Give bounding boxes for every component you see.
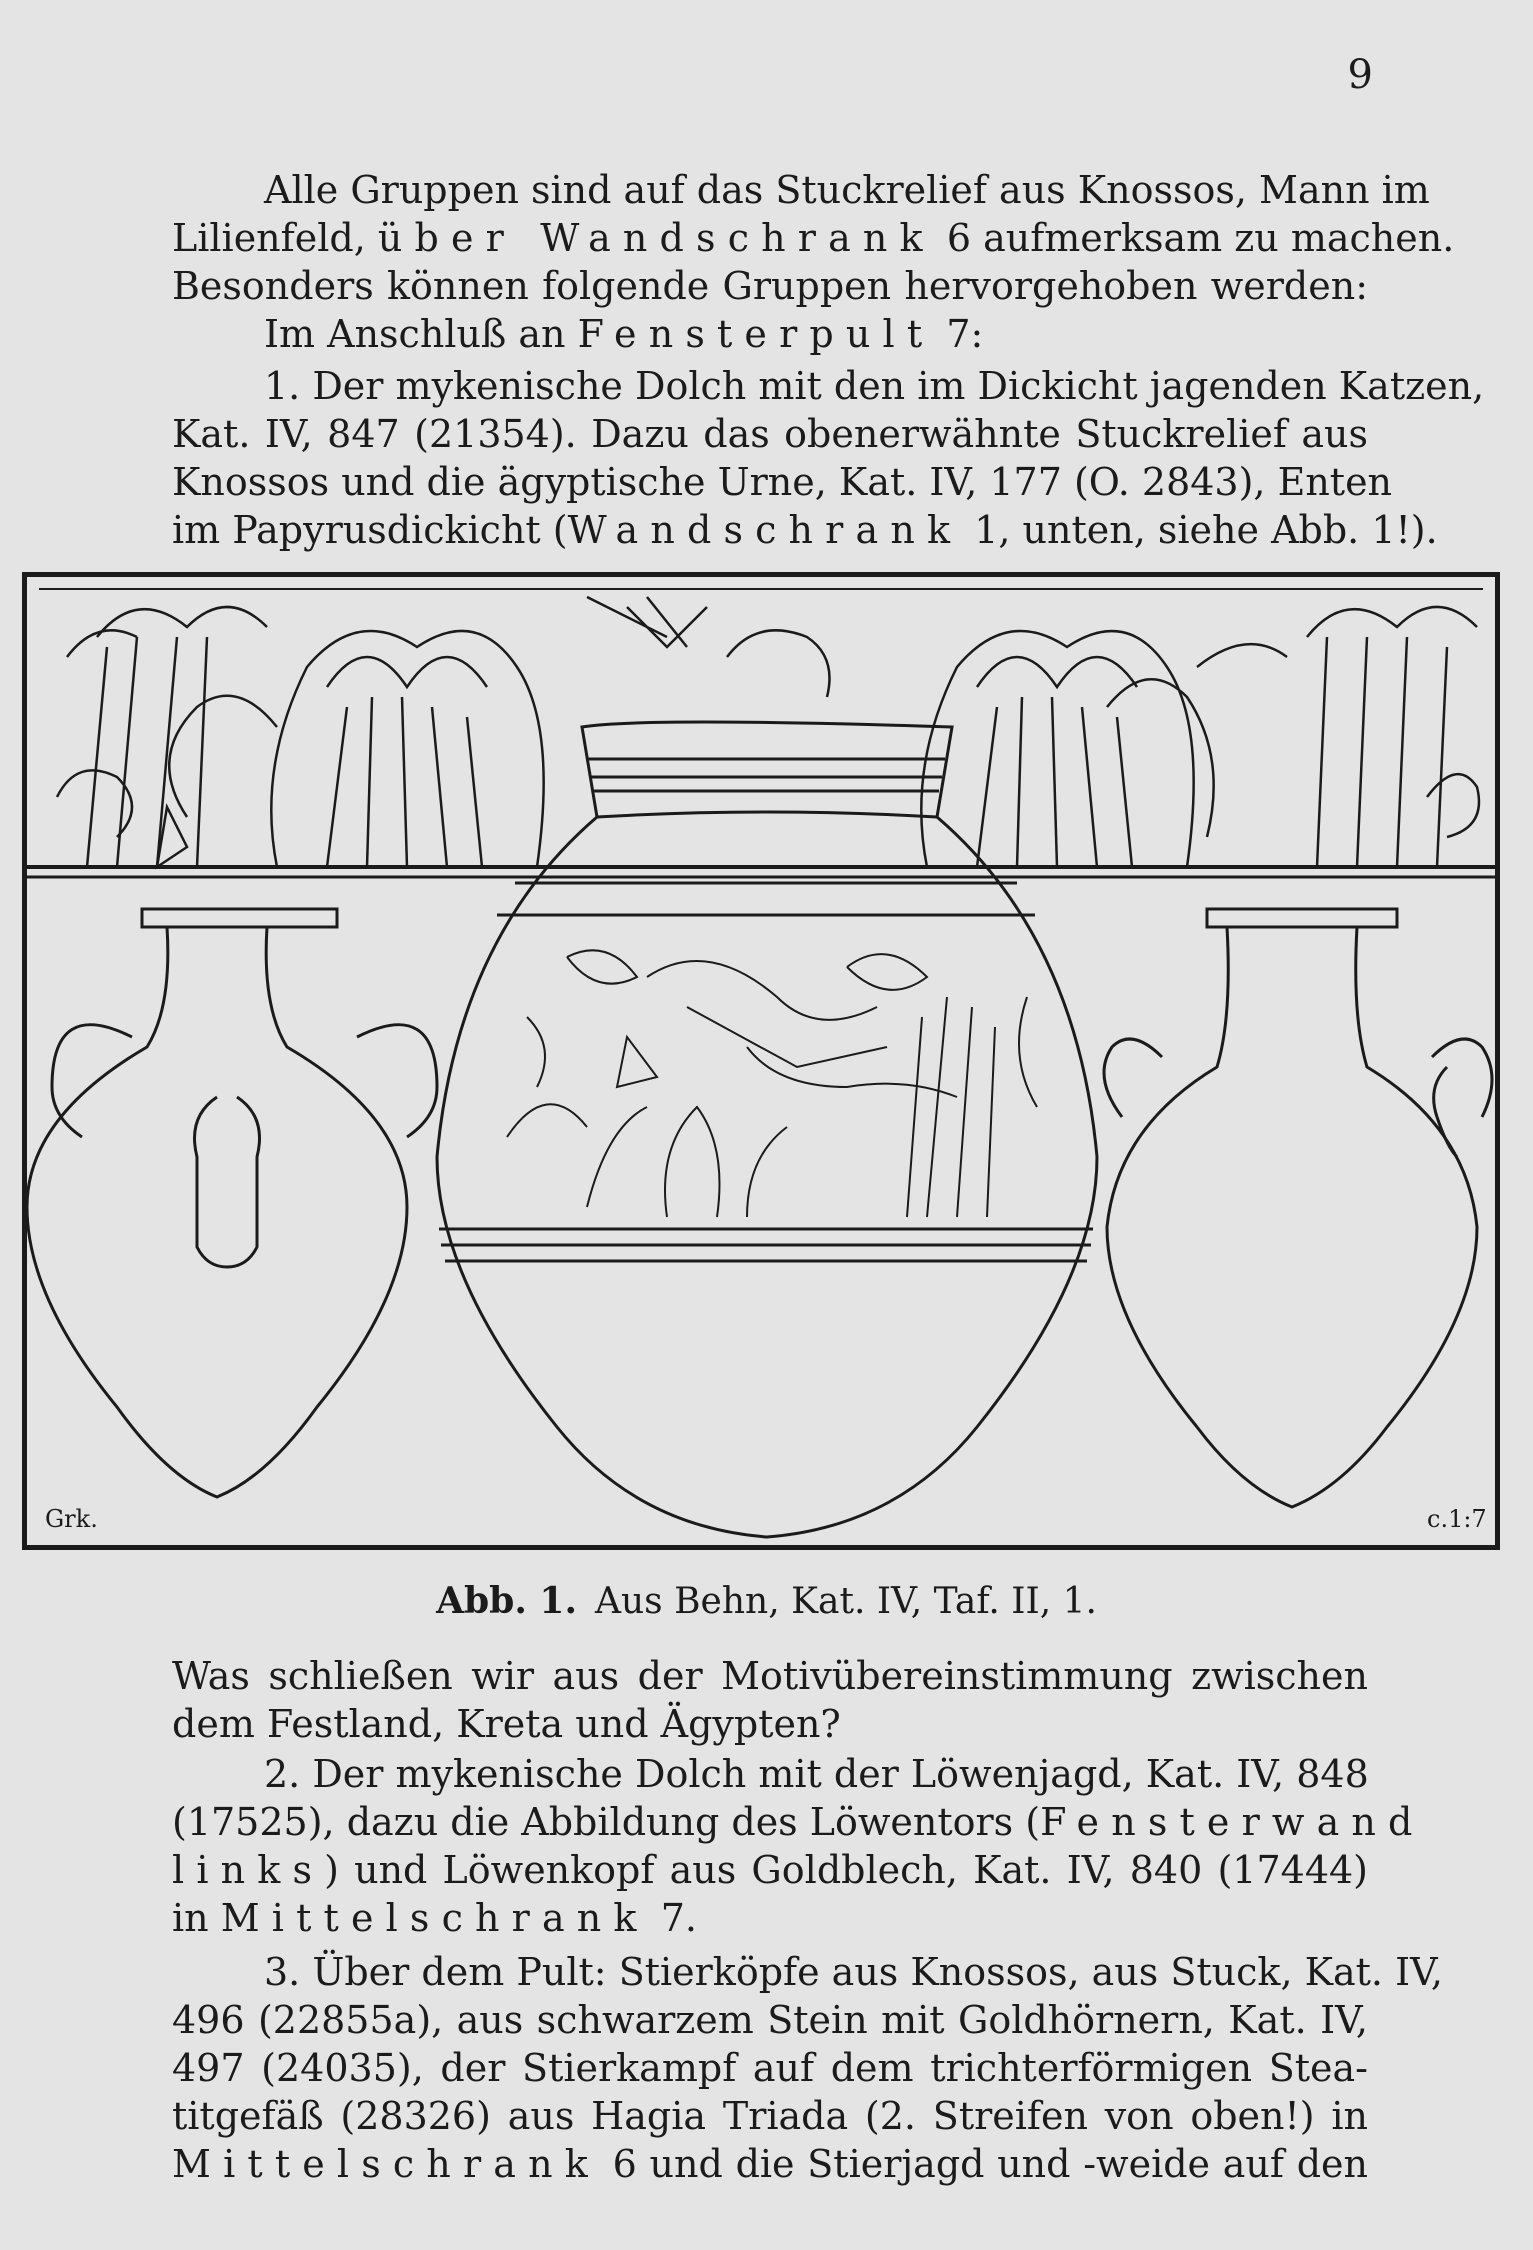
text-line: 1. Der mykenische Dolch mit den im Dickicht jagenden Katzen, [264,364,1485,408]
text-line: im Papyrusdickicht (Wandschrank 1, unten, siehe Abb. 1!). [172,508,1438,552]
text-line: dem Festland, Kreta und Ägypten? [172,1702,841,1746]
item-2 [172,1750,1425,1942]
right-amphora [1104,909,1492,1507]
left-amphora [27,909,437,1497]
text-line: 496 (22855a), aus schwarzem Stein mit Goldhörnern, Kat. IV, [172,1998,1368,2042]
question [172,1652,1368,1748]
figure-vases-illustration [22,572,1500,1550]
item-1 [172,362,1485,554]
scale-label: c.1:7 [1427,1505,1487,1533]
page-number: 9 [1347,52,1373,98]
text-line: Was schließen wir aus der Motivübereinstimmung zwischen [172,1654,1368,1698]
text-line: (17525), dazu die Abbildung des Löwentors (Fensterwand [172,1800,1425,1844]
text-line: Besonders können folgende Gruppen hervorgehoben werden: [172,264,1368,308]
text-line: Alle Gruppen sind auf das Stuckrelief aus Knossos, Mann im [264,168,1430,212]
figure-caption: Abb. 1. Aus Behn, Kat. IV, Taf. II, 1. [436,1580,1097,1622]
text-line: Mittelschrank 6 und die Stierjagd und -weide auf den [172,2142,1368,2186]
item-3 [172,1948,1443,2188]
papyrus-frieze [27,589,1495,877]
text-line: Knossos und die ägyptische Urne, Kat. IV, 177 (O. 2843), Enten [172,460,1393,504]
text-line: in Mittelschrank 7. [172,1896,697,1940]
text-line: 3. Über dem Pult: Stierköpfe aus Knossos, aus Stuck, Kat. IV, [264,1950,1443,1994]
paragraph-groups [172,166,1455,358]
text-line: titgefäß (28326) aus Hagia Triada (2. Streifen von oben!) in [172,2094,1368,2138]
text-line: Lilienfeld, über Wandschrank 6 aufmerksam zu machen. [172,216,1455,260]
text-line: Kat. IV, 847 (21354). Dazu das obenerwähnte Stuckrelief aus [172,412,1368,456]
artist-signature: Grk. [45,1505,98,1533]
text-line: Im Anschluß an Fensterpult 7: [264,312,984,356]
text-line: links) und Löwenkopf aus Goldblech, Kat. IV, 840 (17444) [172,1848,1368,1892]
central-urn [437,722,1097,1537]
text-line: 497 (24035), der Stierkampf auf dem trichterförmigen Stea- [172,2046,1368,2090]
text-line: 2. Der mykenische Dolch mit der Löwenjagd, Kat. IV, 848 [264,1752,1369,1796]
